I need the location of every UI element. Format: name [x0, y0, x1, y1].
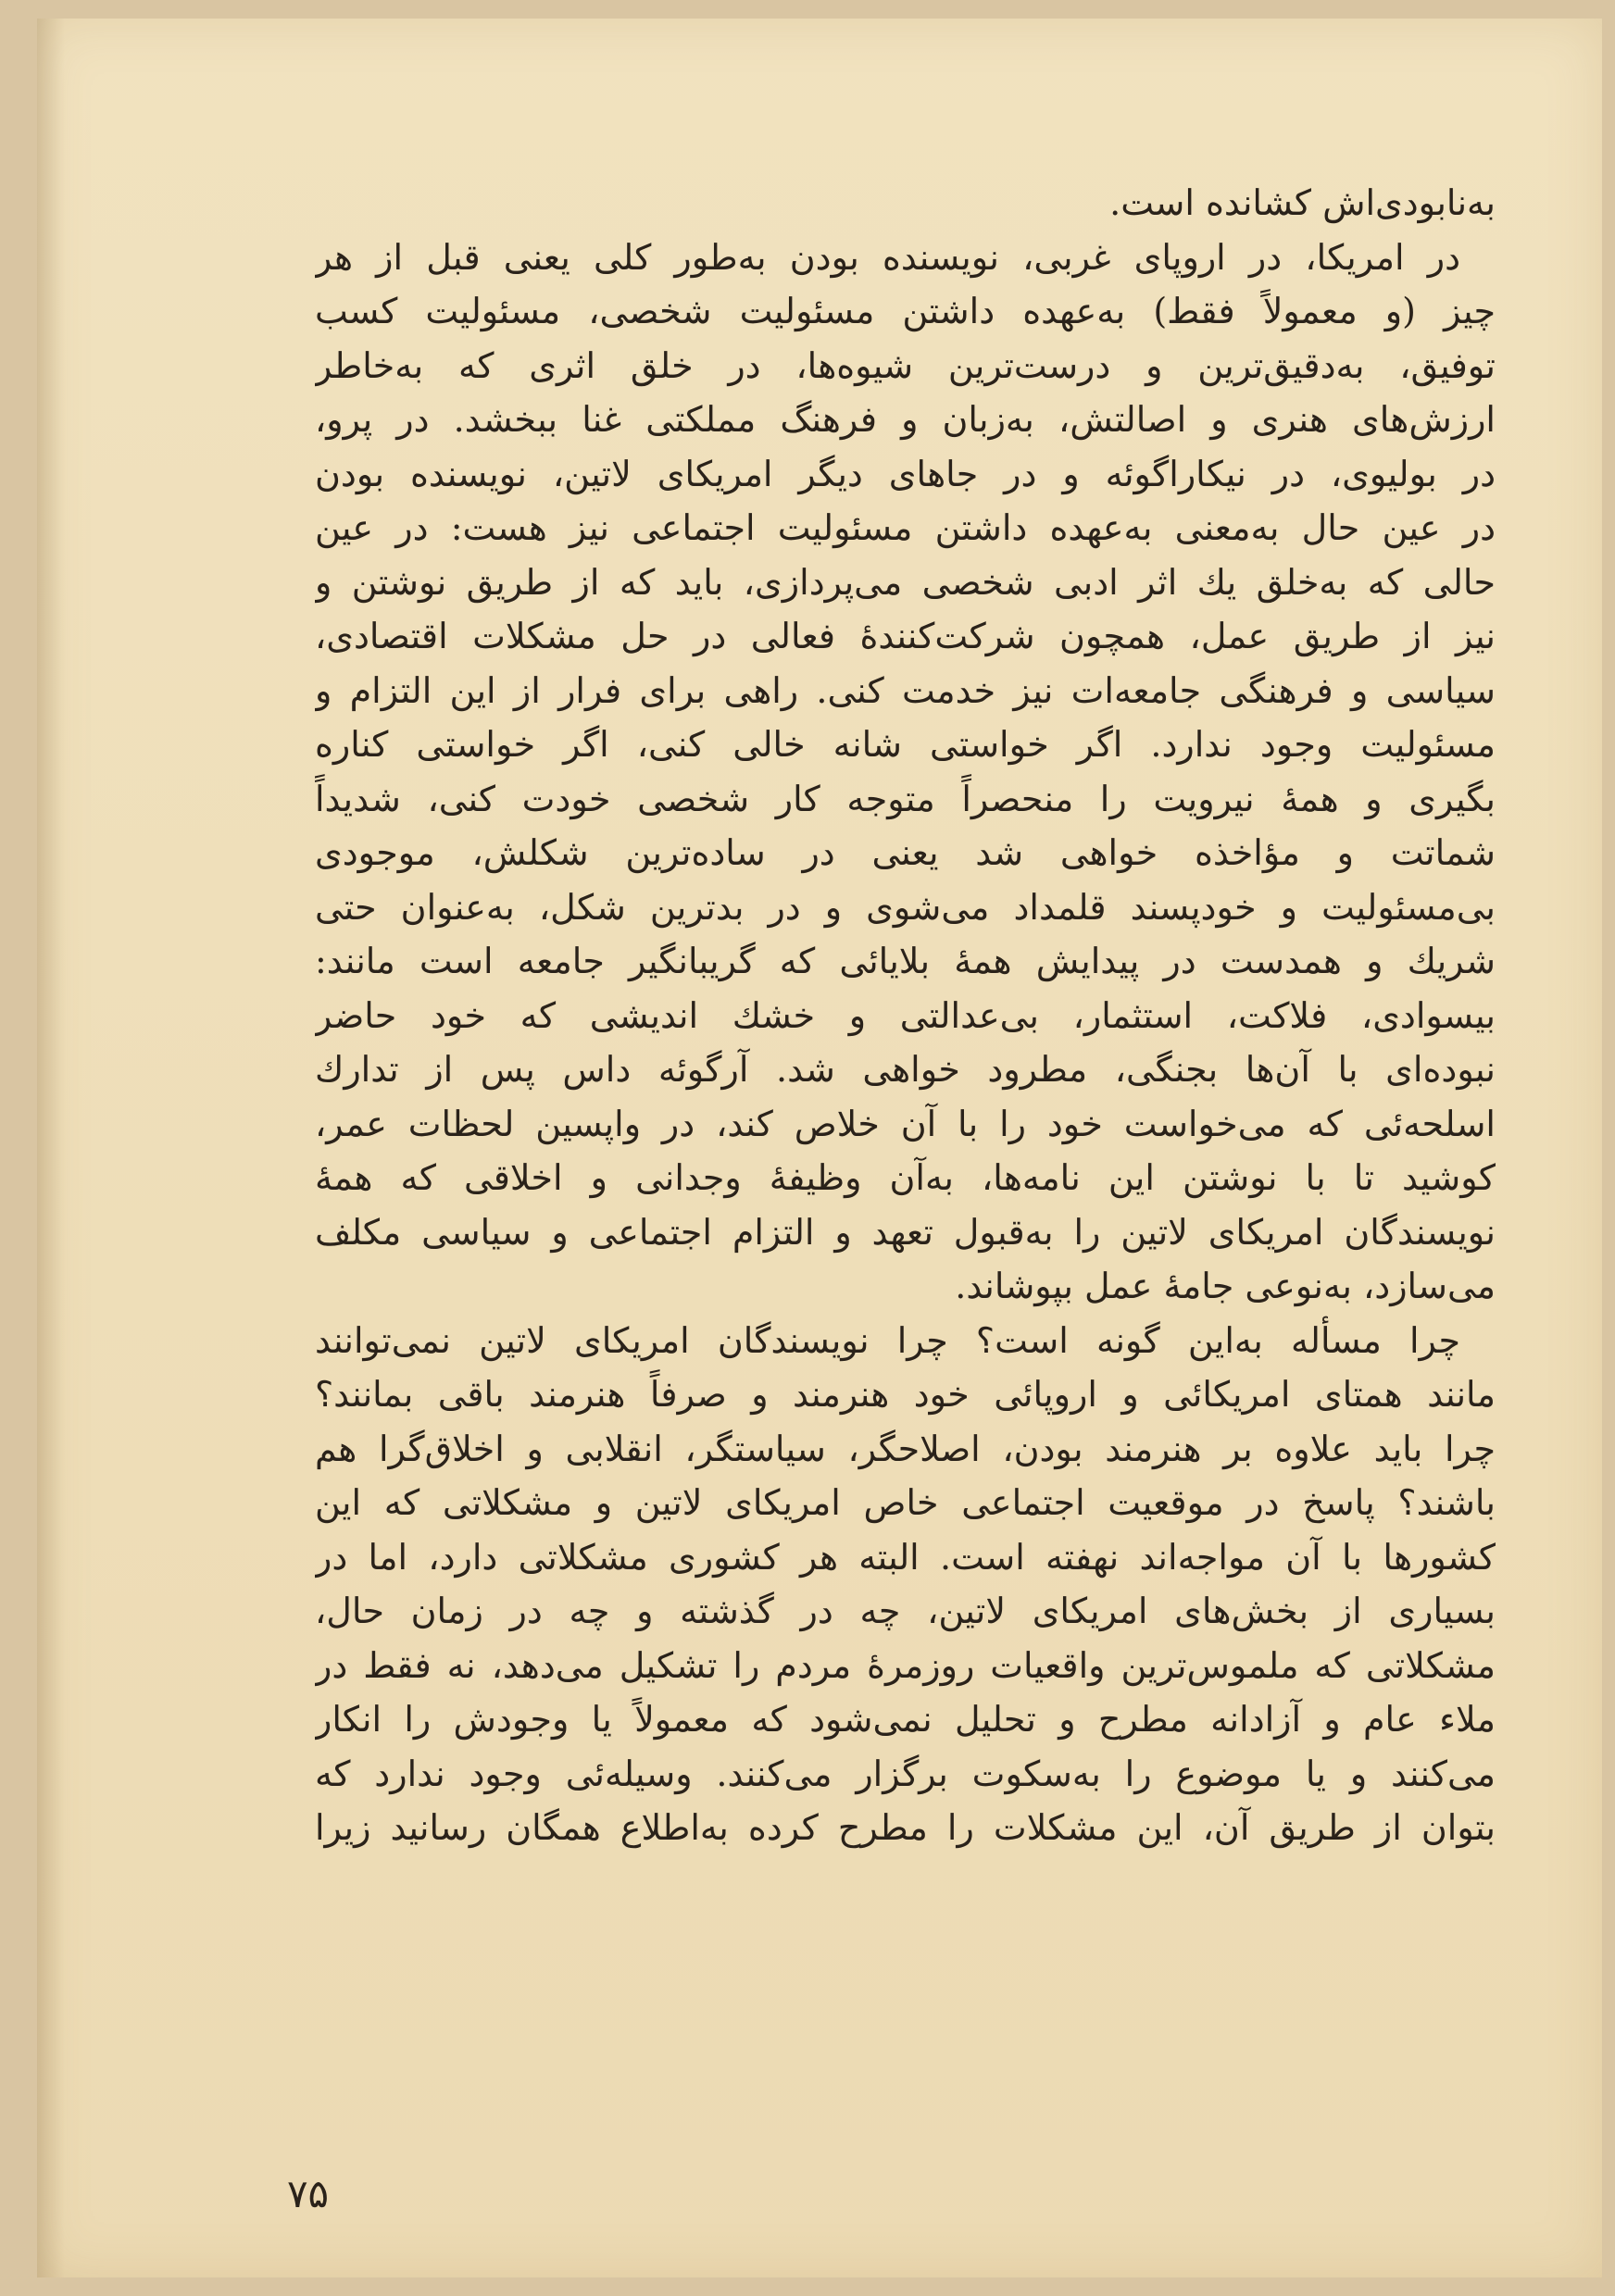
text-line: ارزش‌های هنری و اصالتش، به‌زبان و فرهنگ مملکتی غنا ببخشد. در پرو، — [315, 399, 1496, 440]
text-line: می‌کنند و یا موضوع را به‌سکوت برگزار می‌کنند. وسیله‌ئی وجود ندارد که — [315, 1753, 1496, 1794]
page-number: ۷۵ — [287, 2171, 330, 2216]
text-line: مشکلاتی که ملموس‌ترین واقعیات روزمرهٔ مردم را تشکیل می‌دهد، نه فقط در — [315, 1644, 1496, 1686]
body-text — [315, 176, 1496, 1855]
text-line: سیاسی و فرهنگی جامعه‌ات نیز خدمت کنی. راهی برای فرار از این التزام و — [315, 669, 1496, 711]
book-page — [37, 19, 1602, 2277]
text-line: چرا مسأله به‌این گونه است؟ چرا نویسندگان امریکای لاتین نمی‌توانند — [315, 1319, 1460, 1361]
text-line: توفیق، به‌دقیق‌ترین و درست‌ترین شیوه‌ها، در خلق اثری که به‌خاطر — [315, 344, 1496, 386]
text-line: بگیری و همهٔ نیرویت را منحصراً متوجه کار شخصی خودت کنی، شدیداً — [315, 778, 1496, 819]
paragraph-2 — [315, 231, 1496, 1314]
text-line: نویسندگان امریکای لاتین را به‌قبول تعهد و التزام اجتماعی و سیاسی مکلف — [315, 1211, 1496, 1253]
text-line: باشند؟ پاسخ در موقعیت اجتماعی خاص امریکای لاتین و مشکلاتی که این — [315, 1482, 1496, 1523]
text-line: می‌سازد، به‌نوعی جامهٔ عمل بپوشاند. — [955, 1266, 1496, 1306]
paragraph-1 — [315, 176, 1496, 231]
text-line: بتوان از طریق آن، این مشکلات را مطرح کرده به‌اطلاع همگان رسانید زیرا — [315, 1807, 1496, 1848]
text-line: اسلحه‌ئی که می‌خواست خود را با آن خلاص کند، در واپسین لحظات عمر، — [315, 1103, 1496, 1144]
text-line: بی‌مسئولیت و خودپسند قلمداد می‌شوی و در بدترین شکل، به‌عنوان حتی — [315, 886, 1496, 928]
text-line: به‌نابودی‌اش کشانده است. — [1109, 182, 1496, 223]
text-line: نبوده‌ای با آن‌ها بجنگی، مطرود خواهی شد. آرگوئه داس پس از تدارك — [315, 1049, 1496, 1090]
text-line: چیز (و معمولاً فقط) به‌عهده داشتن مسئولیت شخصی، مسئولیت کسب — [315, 291, 1496, 331]
text-line: حالی که به‌خلق یك اثر ادبی شخصی می‌پردازی، باید که از طریق نوشتن و — [315, 561, 1496, 603]
text-line: شماتت و مؤاخذه خواهی شد یعنی در ساده‌ترین شکلش، موجودی — [315, 832, 1496, 873]
text-line: مانند همتای امریکائی و اروپائی خود هنرمند و صرفاً هنرمند باقی بمانند؟ — [315, 1374, 1496, 1415]
text-line: در عین حال به‌معنی به‌عهده داشتن مسئولیت اجتماعی نیز هست: در عین — [315, 507, 1496, 548]
text-line: نیز از طریق عمل، همچون شرکت‌کنندهٔ فعالی در حل مشکلات اقتصادی، — [315, 616, 1496, 656]
text-line: مسئولیت وجود ندارد. اگر خواستی شانه خالی کنی، اگر خواستی کناره — [315, 724, 1496, 765]
paragraph-3 — [315, 1314, 1496, 1855]
text-line: در بولیوی، در نیکاراگوئه و در جاهای دیگر امریکای لاتین، نویسنده بودن — [315, 453, 1496, 494]
text-line: بسیاری از بخش‌های امریکای لاتین، چه در گذشته و چه در زمان حال، — [315, 1591, 1496, 1631]
text-line: شریك و همدست در پیدایش همهٔ بلایائی که گریبانگیر جامعه است مانند: — [315, 941, 1496, 981]
text-line: کوشید تا با نوشتن این نامه‌ها، به‌آن وظیفهٔ وجدانی و اخلاقی که همهٔ — [315, 1157, 1496, 1198]
text-line: چرا باید علاوه بر هنرمند بودن، اصلاحگر، سیاستگر، انقلابی و اخلاق‌گرا هم — [315, 1428, 1496, 1469]
text-line: در امریکا، در اروپای غربی، نویسنده بودن به‌طور کلی یعنی قبل از هر — [315, 236, 1460, 278]
text-line: بیسوادی، فلاکت، استثمار، بی‌عدالتی و خشك اندیشی که خود حاضر — [315, 994, 1496, 1036]
text-line: کشورها با آن مواجه‌اند نهفته است. البته هر کشوری مشکلاتی دارد، اما در — [315, 1536, 1496, 1578]
text-line: ملاء عام و آزادانه مطرح و تحلیل نمی‌شود که معمولاً یا وجودش را انکار — [315, 1699, 1496, 1740]
page-binding-shadow — [37, 19, 65, 2277]
